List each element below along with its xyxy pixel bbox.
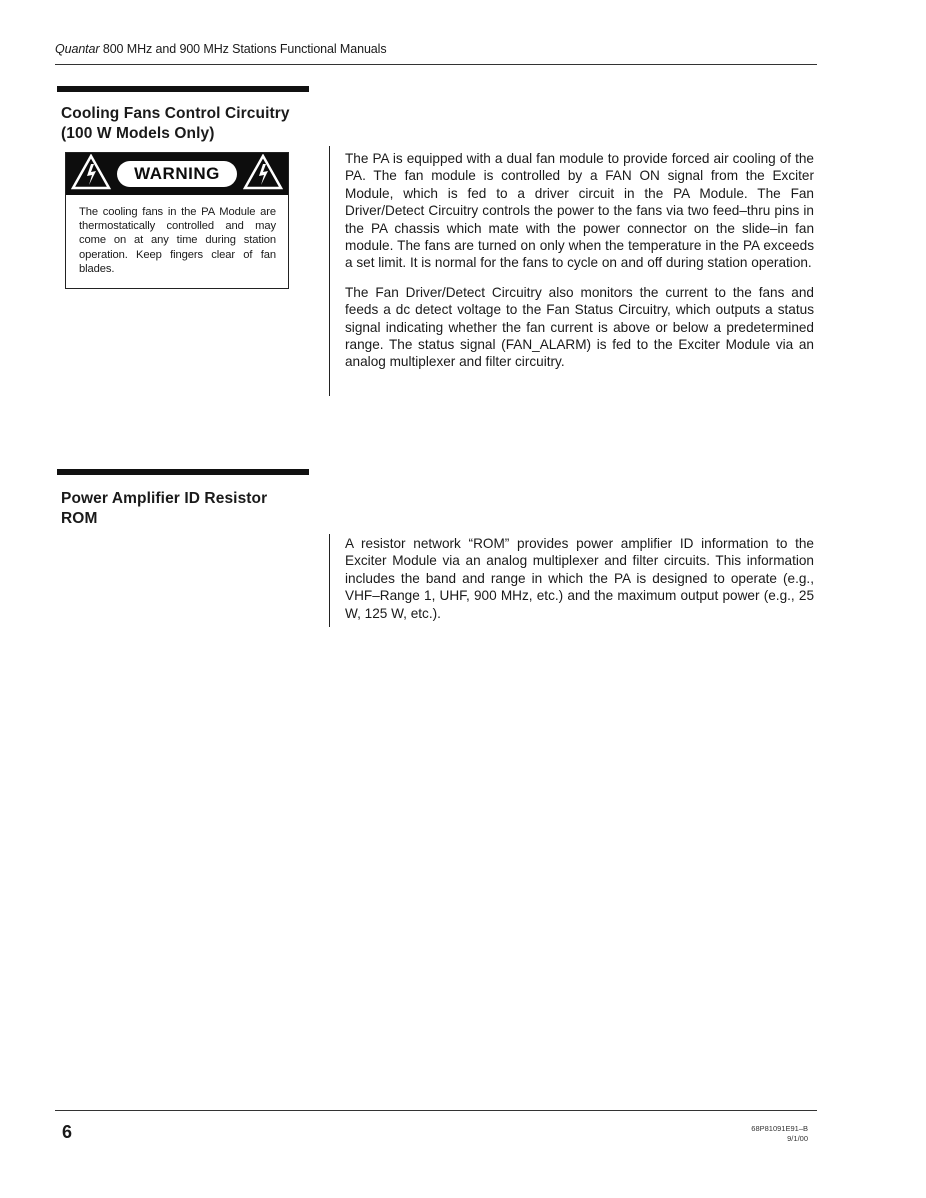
section-vertical-rule xyxy=(329,146,330,396)
document-number: 68P81091E91–B xyxy=(751,1124,808,1133)
warning-triangle-icon xyxy=(243,154,283,195)
section-body-pa-id xyxy=(345,535,814,634)
document-code xyxy=(751,1124,808,1144)
body-paragraph: The PA is equipped with a dual fan module to provide forced air cooling of the PA. The fan module is controlled by a FAN ON signal from the Exciter Module, which is fed to a driver circuit in the PA Module. The Fan Driver/Detect Circuitry controls the power to the fans via two feed–thru pins in the PA chassis which mate with the power connector on the slide–in fan module. The fans are turned on only when the temperature in the PA exceeds a set limit. It is normal for the fans to cycle on and off during station operation. xyxy=(345,151,814,271)
section-title-cooling-fans xyxy=(61,104,321,144)
header-divider xyxy=(55,64,817,65)
section-title-line1: Cooling Fans Control Circuitry xyxy=(61,105,290,122)
warning-banner xyxy=(66,153,288,195)
section-bar-pa-id xyxy=(57,469,309,475)
warning-label: WARNING xyxy=(117,161,237,187)
section-bar-cooling-fans xyxy=(57,86,309,92)
section-title-pa-id xyxy=(61,489,321,529)
warning-box xyxy=(65,152,289,289)
warning-triangle-icon xyxy=(71,154,111,195)
header-title: 800 MHz and 900 MHz Stations Functional Manuals xyxy=(99,42,387,56)
section-title-line1: Power Amplifier ID Resistor xyxy=(61,490,268,507)
section-title-line2: (100 W Models Only) xyxy=(61,125,215,142)
section-vertical-rule xyxy=(329,534,330,627)
running-header xyxy=(55,42,386,56)
section-body-cooling-fans xyxy=(345,150,814,383)
body-paragraph: The Fan Driver/Detect Circuitry also monitors the current to the fans and feeds a dc detect voltage to the Fan Status Circuitry, which outputs a status signal indicating whether the fan current is above or below a predetermined range. The status signal (FAN_ALARM) is fed to the Exciter Module via an analog multiplexer and filter circuitry. xyxy=(345,284,814,370)
body-paragraph: A resistor network “ROM” provides power amplifier ID information to the Exciter Module via an analog multiplexer and filter circuits. This information includes the band and range in which the PA is designed to operate (e.g., VHF–Range 1, UHF, 900 MHz, etc.) and the maximum output power (e.g., 25 W, 125 W, etc.). xyxy=(345,536,814,621)
page-number: 6 xyxy=(62,1122,73,1142)
header-brand: Quantar xyxy=(55,42,100,56)
document-date: 9/1/00 xyxy=(787,1134,808,1143)
footer-divider xyxy=(55,1110,817,1111)
section-title-line2: ROM xyxy=(61,510,98,527)
warning-text: The cooling fans in the PA Module are thermostatically controlled and may come on at any time during station operation. Keep fingers clear of fan blades. xyxy=(79,206,276,275)
